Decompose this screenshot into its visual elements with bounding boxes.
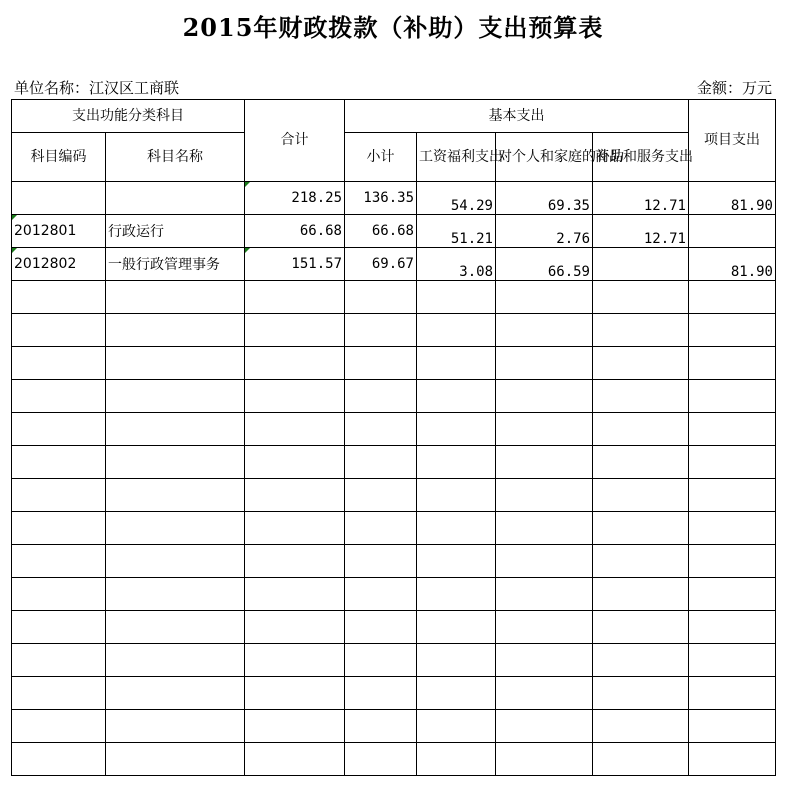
empty-cell (245, 347, 345, 380)
empty-cell (689, 479, 776, 512)
empty-cell (496, 710, 593, 743)
empty-row (12, 347, 776, 380)
empty-row (12, 743, 776, 776)
empty-cell (689, 446, 776, 479)
cell-name: 一般行政管理事务 (106, 248, 245, 281)
empty-cell (689, 611, 776, 644)
cell-name (106, 182, 245, 215)
empty-cell (593, 380, 689, 413)
empty-cell (689, 578, 776, 611)
empty-cell (12, 314, 106, 347)
header-personal: 对个人和家庭的补助 (496, 133, 593, 182)
empty-cell (496, 644, 593, 677)
cell-total: 151.57 (245, 248, 345, 281)
page-title: 2015年财政拨款（补助）支出预算表 (182, 13, 604, 42)
cell-wages: 51.21 (417, 215, 496, 248)
header-project: 项目支出 (689, 100, 776, 182)
empty-cell (689, 413, 776, 446)
cell-personal: 2.76 (496, 215, 593, 248)
empty-cell (496, 347, 593, 380)
empty-cell (593, 479, 689, 512)
empty-cell (345, 743, 417, 776)
cell-goods (593, 248, 689, 281)
empty-cell (593, 314, 689, 347)
empty-cell (496, 677, 593, 710)
empty-cell (417, 644, 496, 677)
empty-cell (417, 380, 496, 413)
empty-cell (106, 677, 245, 710)
table-row (12, 215, 776, 248)
empty-cell (12, 644, 106, 677)
empty-row (12, 644, 776, 677)
empty-cell (106, 710, 245, 743)
empty-cell (417, 611, 496, 644)
empty-cell (245, 644, 345, 677)
empty-cell (417, 545, 496, 578)
cell-code: 2012802 (12, 248, 106, 281)
empty-cell (496, 545, 593, 578)
empty-cell (345, 677, 417, 710)
empty-cell (417, 413, 496, 446)
empty-cell (345, 413, 417, 446)
empty-cell (417, 314, 496, 347)
empty-cell (106, 281, 245, 314)
empty-cell (106, 413, 245, 446)
empty-cell (593, 347, 689, 380)
empty-cell (417, 479, 496, 512)
unit-name-label: 单位名称：江汉区工商联 (14, 79, 180, 97)
empty-cell (106, 347, 245, 380)
table-row (12, 182, 776, 215)
cell-code (12, 182, 106, 215)
empty-cell (245, 512, 345, 545)
cell-goods: 12.71 (593, 182, 689, 215)
header-basic: 基本支出 (345, 100, 689, 133)
empty-row (12, 512, 776, 545)
empty-cell (12, 347, 106, 380)
empty-cell (593, 578, 689, 611)
cell-project: 81.90 (689, 182, 776, 215)
empty-cell (345, 512, 417, 545)
empty-cell (345, 644, 417, 677)
empty-cell (245, 611, 345, 644)
empty-cell (689, 347, 776, 380)
empty-cell (245, 545, 345, 578)
empty-cell (245, 281, 345, 314)
empty-cell (12, 446, 106, 479)
empty-cell (689, 512, 776, 545)
empty-row (12, 314, 776, 347)
empty-cell (417, 743, 496, 776)
cell-name: 行政运行 (106, 215, 245, 248)
header-subtotal: 小计 (345, 133, 417, 182)
empty-cell (345, 545, 417, 578)
cell-wages: 54.29 (417, 182, 496, 215)
amount-unit-label: 金额：万元 (696, 79, 772, 97)
empty-cell (345, 347, 417, 380)
empty-cell (106, 446, 245, 479)
empty-row (12, 545, 776, 578)
empty-cell (496, 281, 593, 314)
empty-row (12, 578, 776, 611)
cell-total: 66.68 (245, 215, 345, 248)
cell-subtotal: 136.35 (345, 182, 417, 215)
header-classification: 支出功能分类科目 (12, 100, 245, 133)
cell-subtotal: 69.67 (345, 248, 417, 281)
empty-cell (12, 380, 106, 413)
empty-cell (245, 314, 345, 347)
empty-cell (245, 743, 345, 776)
empty-row (12, 380, 776, 413)
empty-cell (417, 578, 496, 611)
empty-cell (593, 446, 689, 479)
empty-cell (345, 281, 417, 314)
empty-cell (689, 314, 776, 347)
cell-personal: 66.59 (496, 248, 593, 281)
empty-cell (496, 413, 593, 446)
empty-cell (593, 545, 689, 578)
empty-row (12, 479, 776, 512)
empty-cell (593, 281, 689, 314)
empty-cell (345, 314, 417, 347)
empty-cell (496, 479, 593, 512)
empty-cell (345, 578, 417, 611)
empty-cell (689, 380, 776, 413)
empty-row (12, 710, 776, 743)
empty-cell (689, 677, 776, 710)
empty-cell (593, 611, 689, 644)
empty-cell (245, 677, 345, 710)
empty-cell (12, 743, 106, 776)
empty-cell (12, 512, 106, 545)
empty-cell (12, 281, 106, 314)
empty-cell (12, 479, 106, 512)
empty-cell (106, 479, 245, 512)
empty-cell (245, 710, 345, 743)
empty-cell (417, 446, 496, 479)
cell-total: 218.25 (245, 182, 345, 215)
header-code: 科目编码 (12, 133, 106, 182)
empty-row (12, 281, 776, 314)
cell-goods: 12.71 (593, 215, 689, 248)
empty-cell (345, 479, 417, 512)
header-goods: 商品和服务支出 (593, 133, 689, 182)
empty-cell (106, 644, 245, 677)
empty-cell (12, 578, 106, 611)
empty-cell (345, 611, 417, 644)
empty-cell (245, 446, 345, 479)
empty-cell (689, 644, 776, 677)
empty-cell (106, 545, 245, 578)
empty-cell (593, 644, 689, 677)
empty-cell (689, 281, 776, 314)
empty-cell (12, 545, 106, 578)
empty-cell (496, 611, 593, 644)
cell-project: 81.90 (689, 248, 776, 281)
empty-cell (417, 281, 496, 314)
empty-cell (496, 743, 593, 776)
header-name: 科目名称 (106, 133, 245, 182)
empty-cell (417, 512, 496, 545)
empty-cell (345, 446, 417, 479)
cell-project (689, 215, 776, 248)
empty-cell (106, 380, 245, 413)
empty-row (12, 446, 776, 479)
cell-wages: 3.08 (417, 248, 496, 281)
empty-cell (593, 677, 689, 710)
empty-cell (12, 677, 106, 710)
empty-cell (245, 578, 345, 611)
empty-cell (417, 710, 496, 743)
empty-cell (12, 413, 106, 446)
empty-cell (245, 479, 345, 512)
empty-row (12, 677, 776, 710)
empty-cell (417, 677, 496, 710)
empty-cell (689, 545, 776, 578)
empty-cell (245, 413, 345, 446)
empty-cell (593, 413, 689, 446)
cell-personal: 69.35 (496, 182, 593, 215)
table-row (12, 248, 776, 281)
empty-cell (12, 611, 106, 644)
empty-cell (417, 347, 496, 380)
empty-cell (245, 380, 345, 413)
empty-cell (496, 512, 593, 545)
empty-row (12, 413, 776, 446)
empty-cell (106, 512, 245, 545)
empty-cell (496, 446, 593, 479)
header-wages: 工资福利支出 (417, 133, 496, 182)
empty-cell (496, 380, 593, 413)
empty-cell (106, 314, 245, 347)
empty-cell (689, 743, 776, 776)
empty-cell (496, 314, 593, 347)
budget-table (11, 99, 776, 776)
empty-cell (496, 578, 593, 611)
empty-cell (106, 578, 245, 611)
empty-cell (593, 743, 689, 776)
empty-cell (345, 710, 417, 743)
empty-cell (106, 611, 245, 644)
header-total: 合计 (245, 100, 345, 182)
empty-cell (106, 743, 245, 776)
empty-row (12, 611, 776, 644)
empty-cell (689, 710, 776, 743)
cell-subtotal: 66.68 (345, 215, 417, 248)
cell-code: 2012801 (12, 215, 106, 248)
empty-cell (345, 380, 417, 413)
empty-cell (593, 710, 689, 743)
empty-cell (593, 512, 689, 545)
empty-cell (12, 710, 106, 743)
